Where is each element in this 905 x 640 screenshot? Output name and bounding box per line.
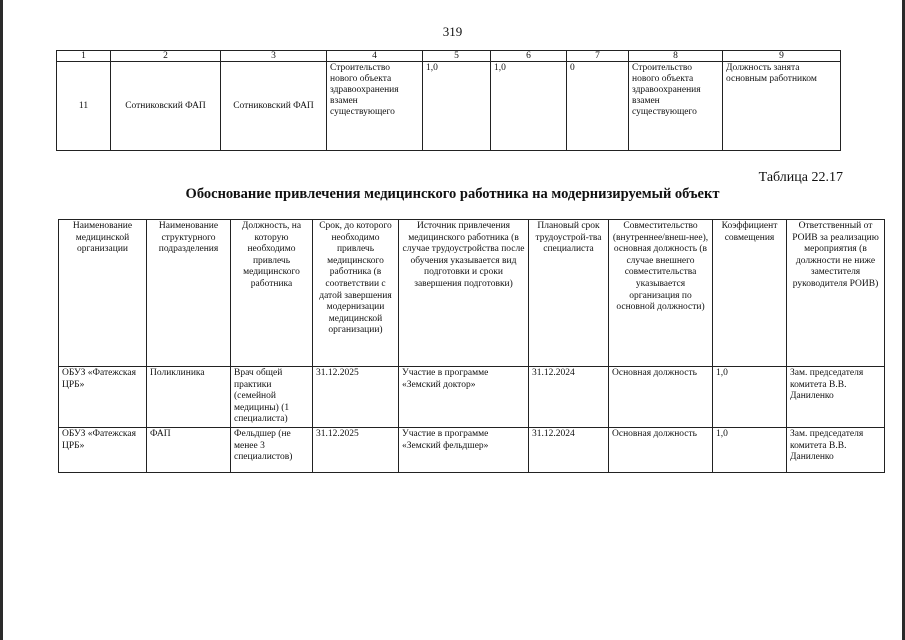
column-header: Наименование медицинской организации [59, 220, 147, 367]
staffing-justification-table [58, 219, 885, 473]
combination-cell: Основная должность [609, 367, 713, 428]
table-row [59, 427, 885, 472]
planned-date-cell: 31.12.2024 [529, 427, 609, 472]
responsible-cell: Зам. председателя комитета В.В. Даниленко [787, 427, 885, 472]
action-cell: Строительство нового объекта здравоохранения взамен существующего [327, 62, 423, 151]
col-number: 6 [491, 51, 567, 62]
coefficient-cell: 1,0 [713, 427, 787, 472]
header-row [59, 220, 885, 367]
column-header: Ответственный от РОИВ за реализацию мероприятия (в должности не ниже заместителя руководителя РОИВ) [787, 220, 885, 367]
continuation-table [56, 50, 841, 151]
subdivision-cell: ФАП [147, 427, 231, 472]
deadline-cell: 31.12.2025 [313, 427, 399, 472]
col-number: 5 [423, 51, 491, 62]
value-cell: 0 [567, 62, 629, 151]
combination-cell: Основная должность [609, 427, 713, 472]
action-cell: Строительство нового объекта здравоохранения взамен существующего [629, 62, 723, 151]
col-number: 2 [111, 51, 221, 62]
responsible-cell: Зам. председателя комитета В.В. Даниленко [787, 367, 885, 428]
position-cell: Фельдшер (не менее 3 специалистов) [231, 427, 313, 472]
organization-cell: Сотниковский ФАП [111, 62, 221, 151]
value-cell: 1,0 [491, 62, 567, 151]
col-number: 9 [723, 51, 841, 62]
column-header: Плановый срок трудоустрой-тва специалиста [529, 220, 609, 367]
organization-cell: ОБУЗ «Фатежская ЦРБ» [59, 367, 147, 428]
coefficient-cell: 1,0 [713, 367, 787, 428]
status-cell: Должность занята основным работником [723, 62, 841, 151]
position-cell: Врач общей практики (семейной медицины) (1 специалиста) [231, 367, 313, 428]
col-number: 1 [57, 51, 111, 62]
column-header: Коэффициент совмещения [713, 220, 787, 367]
scan-border-left [0, 0, 3, 640]
subdivision-cell: Сотниковский ФАП [221, 62, 327, 151]
deadline-cell: 31.12.2025 [313, 367, 399, 428]
table-row [59, 367, 885, 428]
col-number: 7 [567, 51, 629, 62]
col-number: 4 [327, 51, 423, 62]
column-header: Должность, на которую необходимо привлечь медицинского работника [231, 220, 313, 367]
col-number: 8 [629, 51, 723, 62]
column-number-row [57, 51, 841, 62]
column-header: Совместительство (внутреннее/внеш-нее), основная должность (в случае внешнего совместительства указывается организация по основной должности) [609, 220, 713, 367]
table-number: Таблица 22.17 [758, 170, 843, 185]
value-cell: 1,0 [423, 62, 491, 151]
table-row [57, 62, 841, 151]
column-header: Наименование структурного подразделения [147, 220, 231, 367]
organization-cell: ОБУЗ «Фатежская ЦРБ» [59, 427, 147, 472]
page-number: 319 [442, 24, 463, 39]
source-cell: Участие в программе «Земский фельдшер» [399, 427, 529, 472]
column-header: Источник привлечения медицинского работника (в случае трудоустройства после обучения указывается вид подготовки и сроки завершения подготовки) [399, 220, 529, 367]
col-number: 3 [221, 51, 327, 62]
source-cell: Участие в программе «Земский доктор» [399, 367, 529, 428]
column-header: Срок, до которого необходимо привлечь медицинского работника (в соответствии с датой завершения модернизации медицинской организации) [313, 220, 399, 367]
subdivision-cell: Поликлиника [147, 367, 231, 428]
document-title: Обоснование привлечения медицинского работника на модернизируемый объект [185, 186, 720, 202]
planned-date-cell: 31.12.2024 [529, 367, 609, 428]
row-number: 11 [57, 62, 111, 151]
